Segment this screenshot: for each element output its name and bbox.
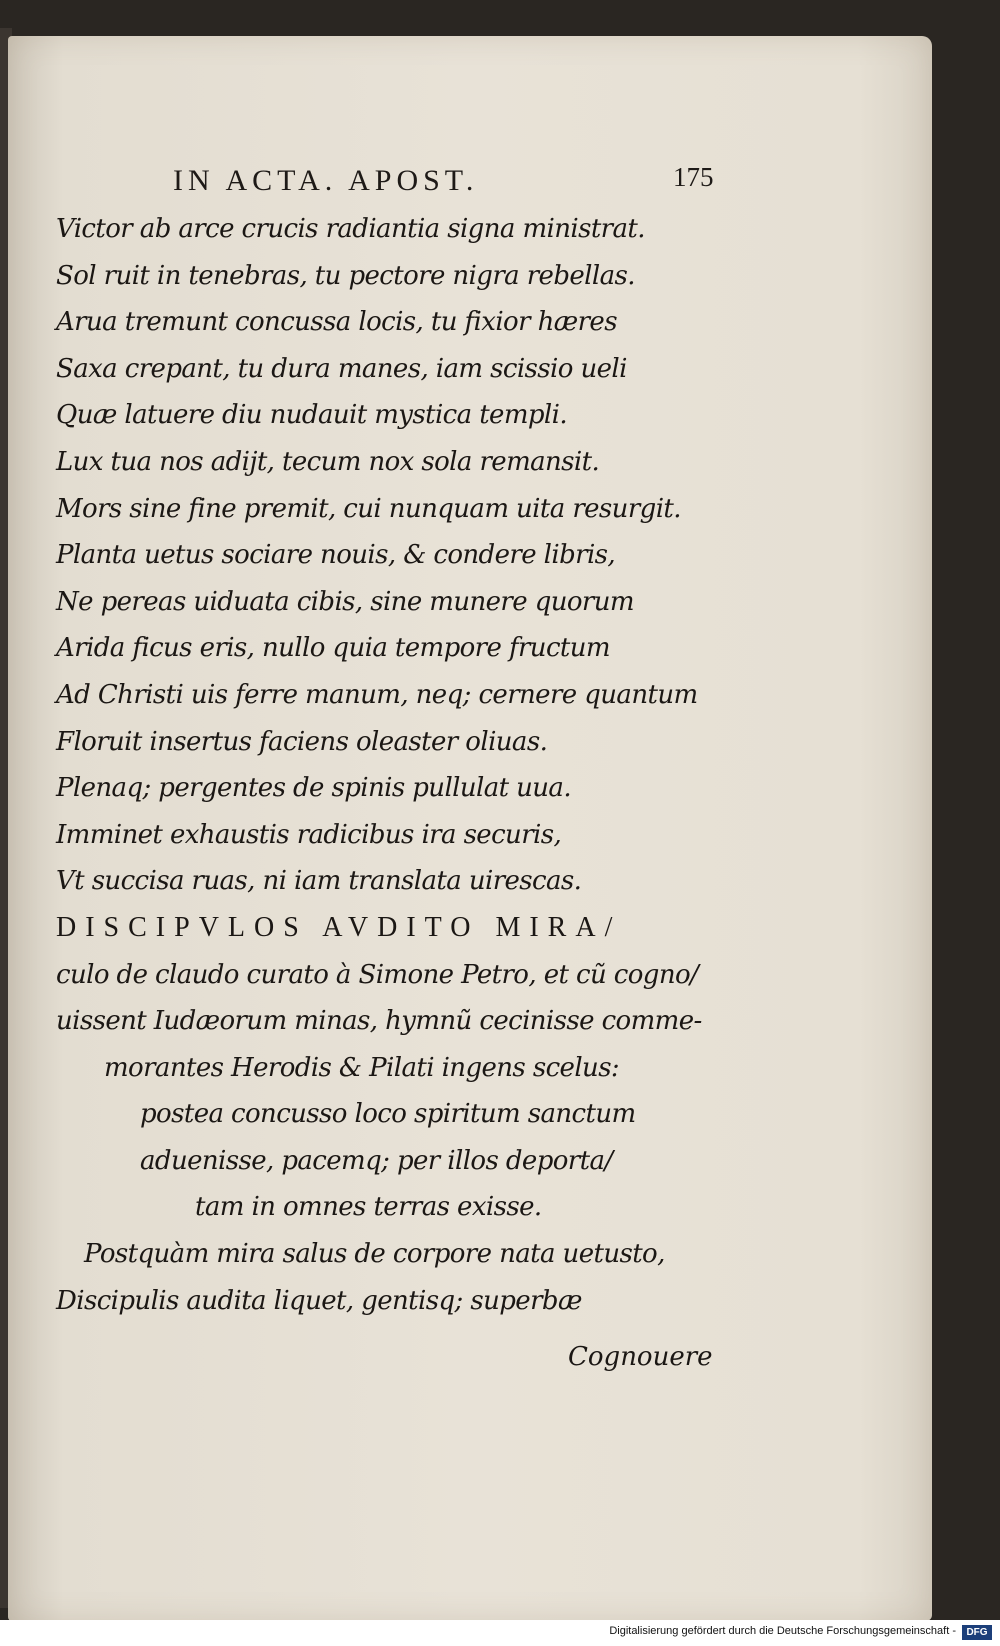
verse-line: Saxa crepant, tu dura manes, iam scissio ueli — [56, 353, 627, 384]
verse-line: Postquàm mira salus de corpore nata uetusto, — [84, 1239, 665, 1270]
book-page — [8, 36, 932, 1621]
section-heading-line: postea concusso loco spiritum sanctum — [140, 1099, 636, 1130]
section-heading-line: tam in omnes terras exisse. — [195, 1192, 542, 1223]
verse-line: Plenaq; pergentes de spinis pullulat uua. — [56, 773, 572, 804]
footer-credit: Digitalisierung gefördert durch die Deutsche Forschungsgemeinschaft - — [609, 1625, 956, 1637]
verse-line: Victor ab arce crucis radiantia signa ministrat. — [56, 214, 645, 244]
verse-line: Planta uetus sociare nouis, & condere libris, — [56, 540, 616, 571]
verse-line: Lux tua nos adijt, tecum nox sola remansit. — [56, 446, 600, 477]
verse-line: Quæ latuere diu nudauit mystica templi. — [56, 400, 568, 431]
running-head: IN ACTA. APOST. — [173, 164, 479, 197]
verse-line: Floruit insertus faciens oleaster oliuas. — [56, 726, 548, 757]
verse-line: Mors sine fine premit, cui nunquam uita resurgit. — [56, 493, 681, 524]
dfg-logo: DFG — [962, 1625, 992, 1640]
verse-line: Ad Christi uis ferre manum, neq; cernere quantum — [56, 679, 698, 710]
verse-line: Sol ruit in tenebras, tu pectore nigra rebellas. — [56, 260, 635, 291]
page-header — [8, 164, 932, 204]
verse-line: Arida ficus eris, nullo quia tempore fructum — [56, 633, 610, 664]
verse-line: Arua tremunt concussa locis, tu fixior hæres — [56, 307, 617, 338]
section-heading-line: uissent Iudæorum minas, hymnũ cecinisse comme- — [56, 1006, 702, 1037]
verse-line: Vt succisa ruas, ni iam translata uirescas. — [56, 866, 582, 897]
section-heading-line: aduenisse, pacemq; per illos deporta/ — [140, 1145, 613, 1176]
section-heading-caps: DISCIPVLOS AVDITO MIRA/ — [56, 911, 622, 943]
catchword: Cognouere — [568, 1342, 713, 1372]
verse-line: Ne pereas uiduata cibis, sine munere quorum — [56, 586, 634, 617]
verse-line: Imminet exhaustis radicibus ira securis, — [56, 819, 562, 850]
section-heading-line: morantes Herodis & Pilati ingens scelus: — [104, 1052, 620, 1083]
folio-number: 175 — [673, 162, 714, 192]
verse-line: Discipulis audita liquet, gentisq; superbæ — [56, 1285, 582, 1316]
digitization-footer — [0, 1620, 1000, 1646]
text-block — [56, 206, 756, 1324]
section-heading-line: culo de claudo curato à Simone Petro, et cũ cogno/ — [56, 959, 699, 990]
